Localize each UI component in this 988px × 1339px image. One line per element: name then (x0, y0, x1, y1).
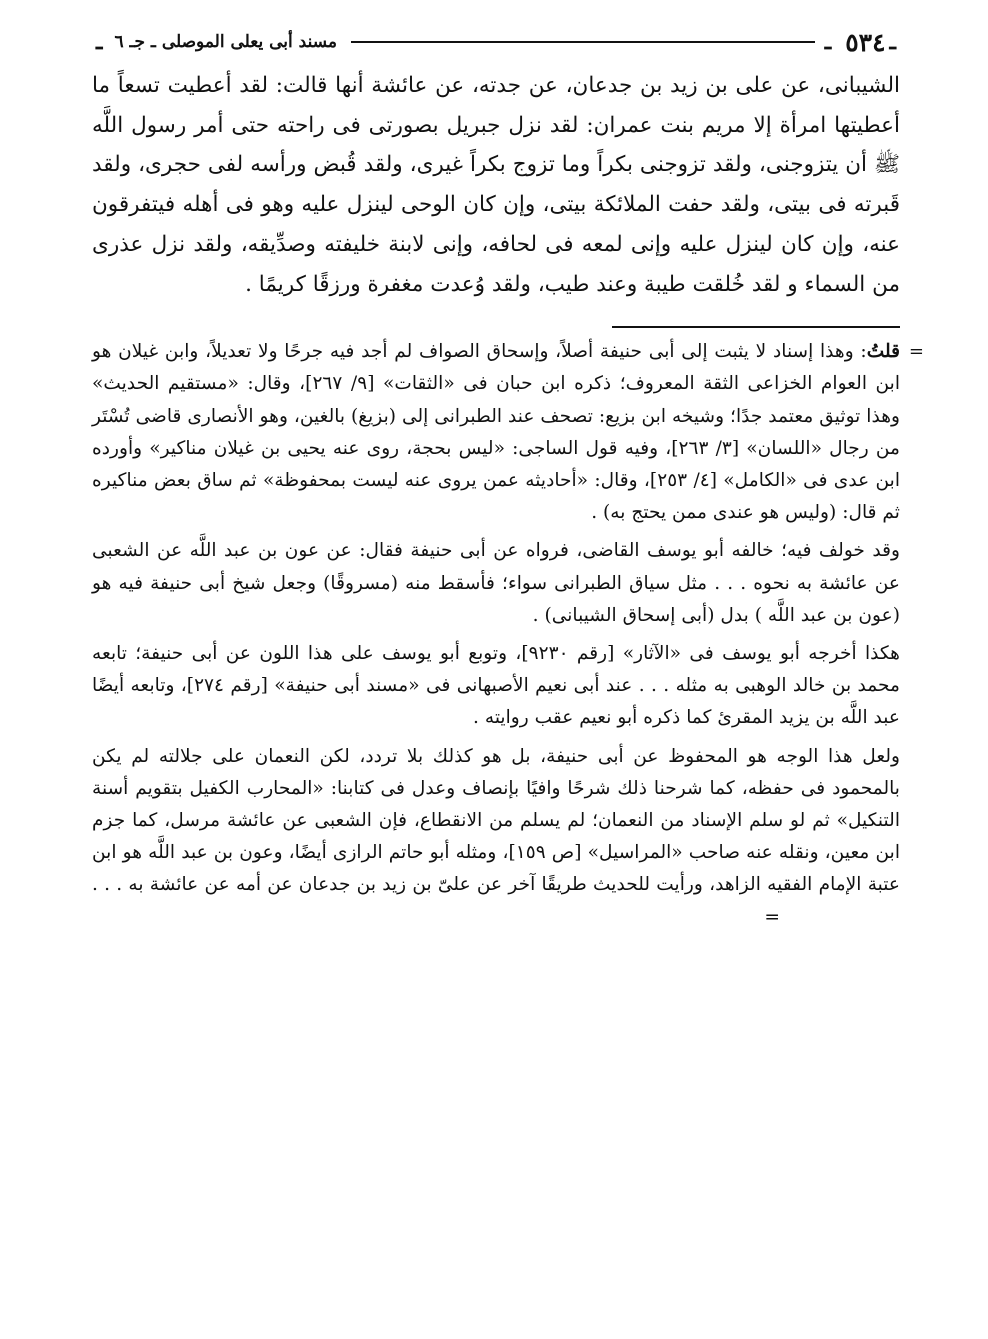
hadith-text: الشيبانى، عن على بن زيد بن جدعان، عن جدته، عن عائشة أنها قالت: لقد أعطيت تسعاً ما أعطيتها امرأة إلا مريم بنت عمران: لقد نزل جبريل بصورتى فى راحته حتى أمر رسول اللَّه ﷺ أن يتزوجنى، ولقد تزوجنى بكراً وما تزوج بكراً غيرى، ولقد قُبض ورأسه لفى حجرى، ولقد قَبرته فى بيتى، ولقد حفت الملائكة بيتى، وإن كان الوحى لينزل عليه وهو فى أهله فيتفرقون عنه، وإن كان لينزل عليه وإنى لمعه فى لحافه، وإنى لابنة خليفته وصدِّيقه، ولقد نزل عذرى من السماء و لقد خُلقت طيبة وعند طيب، ولقد وُعدت مغفرة ورزقًا كريمًا . (92, 73, 900, 297)
footnote-paragraph-2: وقد خولف فيه؛ خالفه أبو يوسف القاضى، فرواه عن أبى حنيفة فقال: عن عون بن عبد اللَّه عن الشعبى عن عائشة به نحوه . . . مثل سياق الطبرانى سواء؛ فأسقط منه (مسروقًا) وجعل شيخ أبى حنيفة فيه هو (عون بن عبد اللَّه ) بدل (أبى إسحاق الشيبانى) . (92, 540, 900, 626)
continuation-marker-end: = (764, 906, 780, 928)
page-number: ٥٣٤ (845, 27, 886, 57)
running-title: مسند أبى يعلى الموصلى ـ جـ ٦ (114, 32, 337, 52)
header-dash-right: ـ (889, 29, 896, 55)
footnote-label-qult: قلتُ (866, 341, 900, 363)
footnote-paragraph-1-text: : وهذا إسناد لا يثبت إلى أبى حنيفة أصلاً، وإسحاق الصواف لم أجد فيه جرحًا ولا تعديلاً، وابن غيلان هو ابن العوام الخزاعى الثقة المعروف؛ ذكره ابن حبان فى «الثقات» [٩/ ٢٦٧]، وقال: «مستقيم الحديث» وهذا توثيق معتمد جدًا؛ وشيخه ابن بزيع: تصحف عند الطبرانى إلى (بزيغ) بالغين، وهو الأنصارى قاضى تُسْتَر من رجال «اللسان» [٣/ ٢٦٣]، وفيه قول الساجى: «ليس بحجة، روى عنه يحيى بن غيلان مناكير» وأورده ابن عدى فى «الكامل» [٤/ ٢٥٣]، وقال: «أحاديثه عمن يروى عنه ليست بمحفوظة» ثم ساق بعض مناكيره ثم قال: (وليس هو عندى ممن يحتج به) . (92, 341, 901, 524)
footnote-paragraph-1 (92, 336, 924, 529)
running-header (92, 22, 900, 62)
continuation-marker-start: = (908, 341, 924, 363)
footnote-separator (612, 326, 900, 328)
header-dash-left: ـ (96, 29, 103, 55)
footnote-paragraph-3: هكذا أخرجه أبو يوسف فى «الآثار» [رقم ٩٢٣٠]، وتوبع أبو يوسف على هذا اللون عن أبى حنيفة؛ تابعه محمد بن خالد الوهبى به مثله . . . عند أبى نعيم الأصبهانى فى «مسند أبى حنيفة» [رقم ٢٧٤]، وتابعه أيضًا عبد اللَّه بن يزيد المقرئ كما ذكره أبو نعيم عقب روايته . (92, 643, 901, 729)
header-dash-mid: ـ (824, 29, 832, 55)
footnote-paragraph-4 (92, 741, 900, 934)
footnote-paragraph-4-text: ولعل هذا الوجه هو المحفوظ عن أبى حنيفة، بل هو كذلك بلا تردد، لكن النعمان على جلالته لم يكن بالمحمود فى حفظه، كما شرحنا ذلك شرحًا وافيًا بإنصاف وعدل فى كتابنا: «المحارب الكفيل بتقويم أسنة التنكيل» ثم لو سلم الإسناد من النعمان؛ لم يسلم من الانقطاع، فإن الشعبى عن عائشة مرسل، كما جزم ابن معين، ونقله عنه صاحب «المراسيل» [ص ١٥٩]، ومثله أبو حاتم الرازى أيضًا، وعون بن عبد اللَّه هو ابن عتبة الإمام الفقيه الزاهد، ورأيت للحديث طريقًا آخر عن علىّ بن زيد بن جدعان عن أمه عن عائشة به . . . (92, 745, 900, 896)
header-rule (351, 41, 815, 43)
footnotes (92, 336, 924, 934)
